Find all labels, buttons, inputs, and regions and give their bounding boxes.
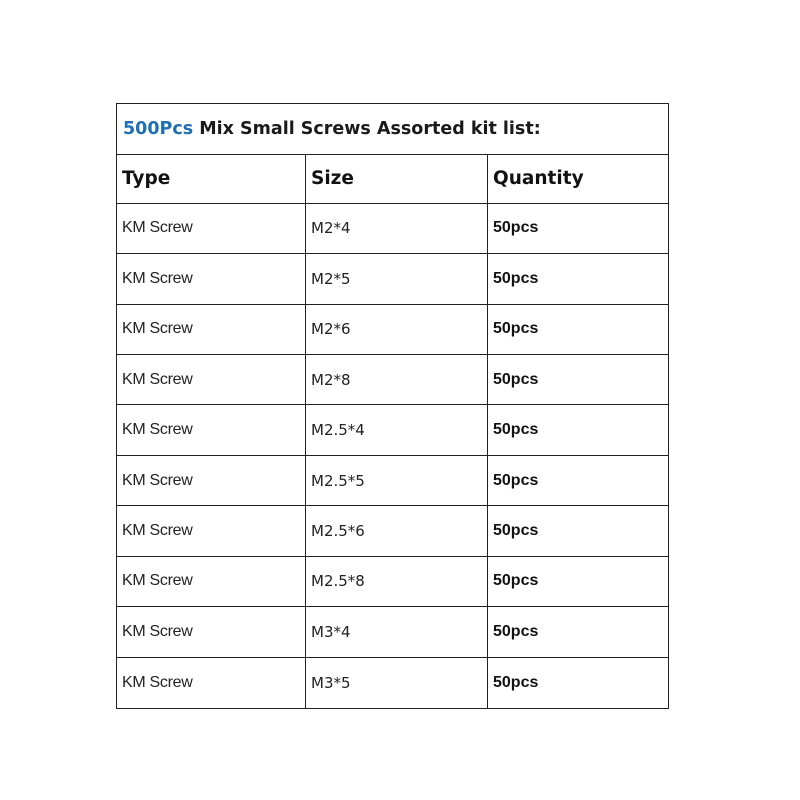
- cell-quantity: 50pcs: [493, 622, 539, 640]
- cell-quantity: 50pcs: [493, 673, 539, 691]
- cell-quantity: 50pcs: [493, 219, 539, 237]
- table-title: [117, 104, 668, 155]
- cell-type: KM Screw: [117, 305, 306, 354]
- cell-type: KM Screw: [117, 506, 306, 555]
- cell-quantity: 50pcs: [493, 572, 539, 590]
- cell-type: KM Screw: [117, 607, 306, 656]
- cell-size: M2.5*4: [306, 405, 488, 454]
- cell-size: M3*5: [306, 658, 488, 708]
- kit-list-table: [116, 103, 669, 709]
- cell-size: M2*4: [306, 204, 488, 253]
- cell-size: M3*4: [306, 607, 488, 656]
- cell-size: M2*8: [306, 355, 488, 404]
- table-row: [117, 506, 668, 556]
- table-row: [117, 204, 668, 254]
- header-type: Type: [117, 155, 306, 203]
- table-row: [117, 355, 668, 405]
- cell-type: KM Screw: [117, 355, 306, 404]
- table-row: [117, 305, 668, 355]
- header-quantity: Quantity: [493, 168, 584, 190]
- cell-quantity: 50pcs: [493, 269, 539, 287]
- cell-type: KM Screw: [117, 254, 306, 303]
- cell-quantity: 50pcs: [493, 421, 539, 439]
- cell-quantity: 50pcs: [493, 522, 539, 540]
- table-row: [117, 254, 668, 304]
- table-row: [117, 607, 668, 657]
- title-quantity-highlight: 500Pcs: [123, 118, 194, 139]
- table-row: [117, 557, 668, 607]
- cell-type: KM Screw: [117, 405, 306, 454]
- title-text: Mix Small Screws Assorted kit list:: [193, 118, 541, 139]
- cell-size: M2*6: [306, 305, 488, 354]
- cell-quantity: 50pcs: [493, 471, 539, 489]
- cell-type: KM Screw: [117, 658, 306, 708]
- cell-size: M2.5*6: [306, 506, 488, 555]
- table-row: [117, 456, 668, 506]
- cell-size: M2.5*8: [306, 557, 488, 606]
- table-row: [117, 405, 668, 455]
- cell-size: M2.5*5: [306, 456, 488, 505]
- cell-type: KM Screw: [117, 204, 306, 253]
- cell-size: M2*5: [306, 254, 488, 303]
- table-header-row: [117, 155, 668, 204]
- table-row: [117, 658, 668, 708]
- cell-quantity: 50pcs: [493, 320, 539, 338]
- cell-quantity: 50pcs: [493, 370, 539, 388]
- cell-type: KM Screw: [117, 557, 306, 606]
- header-size: Size: [306, 155, 488, 203]
- cell-type: KM Screw: [117, 456, 306, 505]
